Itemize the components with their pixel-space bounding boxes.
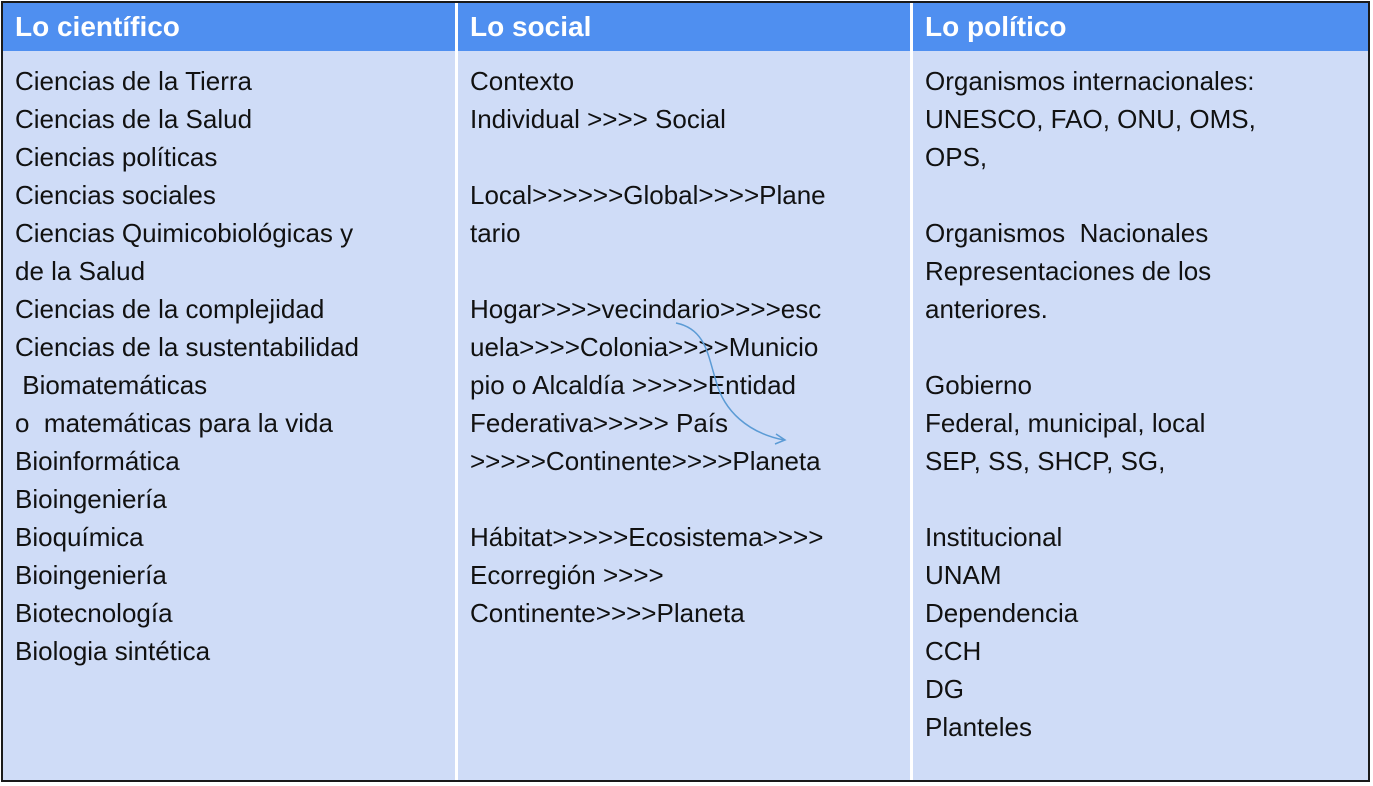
cell-line — [470, 252, 910, 290]
cell-line — [470, 138, 910, 176]
cell-line: Individual >>>> Social — [470, 104, 726, 134]
cell-line: tario — [470, 218, 521, 248]
cell-line — [470, 480, 910, 518]
header-cientifico: Lo científico — [3, 3, 458, 51]
header-politico: Lo político — [913, 3, 1368, 51]
cell-line: o matemáticas para la vida — [15, 408, 333, 438]
cell-line: Federativa>>>>> País — [470, 408, 729, 438]
cell-line: Federal, municipal, local — [925, 408, 1206, 438]
cell-line: Organismos internacionales: — [925, 66, 1255, 96]
cell-line: Local>>>>>>Global>>>>Plane — [470, 180, 826, 210]
cell-line — [925, 480, 1368, 518]
cell-line — [925, 328, 1368, 366]
cell-line: SEP, SS, SHCP, SG, — [925, 446, 1166, 476]
cell-line: Ciencias de la complejidad — [15, 294, 325, 324]
cell-line: Organismos Nacionales — [925, 218, 1209, 248]
cell-line: de la Salud — [15, 256, 146, 286]
cell-line: Ciencias Quimicobiológicas y — [15, 218, 354, 248]
column-social — [458, 51, 913, 780]
cell-line: Institucional — [925, 522, 1063, 552]
cell-line: Hábitat>>>>>Ecosistema>>>> — [470, 522, 824, 552]
cell-line: Ciencias sociales — [15, 180, 216, 210]
cell-line: Ciencias de la Salud — [15, 104, 253, 134]
cell-line: CCH — [925, 636, 982, 666]
header-social: Lo social — [458, 3, 913, 51]
slide-table-frame — [1, 1, 1370, 782]
cell-line: UNAM — [925, 560, 1002, 590]
cell-line: OPS, — [925, 142, 988, 172]
comparison-table — [3, 3, 1368, 780]
cell-line: anteriores. — [925, 294, 1048, 324]
cell-line: >>>>>Continente>>>>Planeta — [470, 446, 821, 476]
cell-line: Dependencia — [925, 598, 1079, 628]
column-politico — [913, 51, 1368, 780]
cell-line: Ciencias de la Tierra — [15, 66, 252, 96]
cell-line: uela>>>>Colonia>>>>Municio — [470, 332, 819, 362]
cell-line: Biologia sintética — [15, 636, 211, 666]
cell-line: Biotecnología — [15, 598, 173, 628]
cell-line: Representaciones de los — [925, 256, 1212, 286]
cell-line — [925, 176, 1368, 214]
cell-line: Ciencias de la sustentabilidad — [15, 332, 359, 362]
cell-line: Continente>>>>Planeta — [470, 598, 745, 628]
column-cientifico — [3, 51, 458, 780]
cell-line: DG — [925, 674, 964, 704]
cell-line: pio o Alcaldía >>>>>Entidad — [470, 370, 796, 400]
cell-line: UNESCO, FAO, ONU, OMS, — [925, 104, 1256, 134]
cell-line: Bioingeniería — [15, 560, 167, 590]
cell-line: Bioquímica — [15, 522, 144, 552]
cell-line: Contexto — [470, 66, 575, 96]
cell-line: Gobierno — [925, 370, 1032, 400]
cell-line: Hogar>>>>vecindario>>>>esc — [470, 294, 822, 324]
cell-line: Bioingeniería — [15, 484, 167, 514]
cell-line: Planteles — [925, 712, 1032, 742]
cell-line: Biomatemáticas — [15, 370, 208, 400]
cell-line: Ecorregión >>>> — [470, 560, 664, 590]
cell-line: Ciencias políticas — [15, 142, 218, 172]
cell-line: Bioinformática — [15, 446, 180, 476]
